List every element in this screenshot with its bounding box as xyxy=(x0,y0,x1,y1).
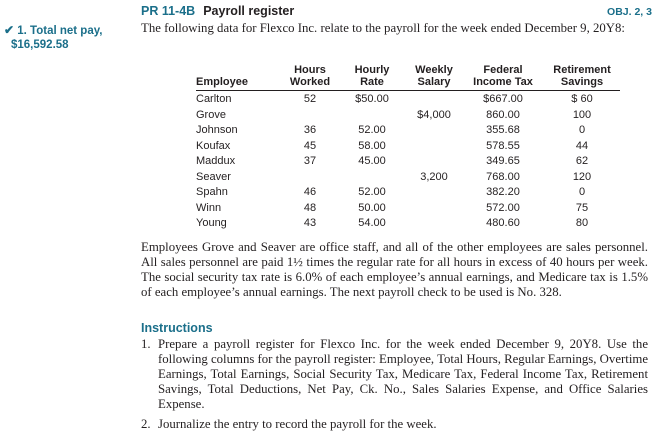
table-row xyxy=(196,91,620,108)
instruction-item xyxy=(141,417,648,432)
cell-retirement-savings: 75 xyxy=(575,201,589,214)
instruction-text: Prepare a payroll register for Flexco Inc. for the week ended December 9, 20Y8. Use the following columns for the payroll register: Employee, Total Hours, Regular Earnings, Overtime Earnings, Total Earnings, Social Security Tax, Medicare Tax, Federal Income Tax, Retirement Savings, Total Deductions, Net Pay, Ck. No., Sales Salaries Expense, and Office Salaries Expense. xyxy=(158,337,649,411)
cell-hourly-rate: 45.00 xyxy=(358,155,386,167)
cell-retirement-savings: 0 xyxy=(578,186,586,198)
cell-hourly-rate xyxy=(342,170,402,186)
col-header-rate xyxy=(342,65,402,91)
cell-federal-tax: $667.00 xyxy=(483,93,523,105)
instructions-list xyxy=(141,337,648,436)
cell-employee: Johnson xyxy=(196,124,238,136)
cell-employee: Winn xyxy=(196,201,222,214)
cell-federal-tax: 578.55 xyxy=(486,139,520,152)
cell-employee: Young xyxy=(196,217,227,229)
cell-federal-tax: 480.60 xyxy=(486,217,520,229)
table-row xyxy=(196,170,620,186)
col-header-line: Weekly xyxy=(415,64,453,76)
cell-hourly-rate xyxy=(342,108,402,124)
col-header-line: Rate xyxy=(360,75,384,88)
cell-hours-worked: 48 xyxy=(303,201,317,214)
col-header-line: Federal xyxy=(483,64,523,76)
table-row xyxy=(196,154,620,170)
answer-check-note xyxy=(4,23,134,52)
col-header-weekly-salary xyxy=(406,65,462,91)
table-header-row xyxy=(196,65,620,91)
cell-employee: Spahn xyxy=(196,186,228,198)
answer-check-line1: ✔ 1. Total net pay, xyxy=(4,23,103,37)
cell-weekly-salary: $4,000 xyxy=(417,108,451,121)
cell-employee: Seaver xyxy=(196,170,231,183)
col-header-line: Income Tax xyxy=(473,75,533,88)
cell-federal-tax: 349.65 xyxy=(486,155,520,167)
cell-retirement-savings: 120 xyxy=(572,170,592,183)
col-header-line: Savings xyxy=(560,75,604,88)
cell-hourly-rate: 52.00 xyxy=(358,124,386,136)
cell-hourly-rate: $50.00 xyxy=(355,93,389,105)
cell-weekly-salary xyxy=(406,201,462,217)
cell-hours-worked: 37 xyxy=(303,155,317,167)
cell-hours-worked xyxy=(282,170,338,186)
cell-federal-tax: 382.20 xyxy=(486,186,520,198)
instruction-number: 1. xyxy=(141,337,151,351)
table-row xyxy=(196,216,620,232)
objectives-label: OBJ. 2, 3 xyxy=(607,6,652,18)
problem-title: Payroll register xyxy=(203,4,295,18)
cell-weekly-salary xyxy=(406,123,462,139)
cell-federal-tax: 572.00 xyxy=(486,201,520,214)
cell-employee: Maddux xyxy=(196,155,236,167)
col-header-hours xyxy=(282,65,338,91)
cell-federal-tax: 768.00 xyxy=(486,170,520,183)
problem-heading xyxy=(141,4,294,18)
cell-hours-worked: 36 xyxy=(303,124,317,136)
cell-hourly-rate: 50.00 xyxy=(358,201,386,214)
cell-hourly-rate: 54.00 xyxy=(358,217,386,229)
table-row xyxy=(196,185,620,201)
cell-weekly-salary: 3,200 xyxy=(420,170,448,183)
col-header-federal-tax xyxy=(466,65,540,91)
intro-text: The following data for Flexco Inc. relate to the payroll for the week ended December 9, 20Y8: xyxy=(141,21,625,35)
cell-hourly-rate: 52.00 xyxy=(358,186,386,198)
cell-hours-worked: 46 xyxy=(303,186,317,198)
payroll-data-table xyxy=(196,65,620,232)
table-row xyxy=(196,123,620,139)
table-row xyxy=(196,201,620,217)
cell-employee: Grove xyxy=(196,108,226,121)
cell-retirement-savings: 0 xyxy=(578,124,586,136)
cell-weekly-salary xyxy=(406,216,462,232)
col-header-line: Hours xyxy=(294,64,326,76)
cell-weekly-salary xyxy=(406,91,462,108)
col-header-line: Hourly xyxy=(354,64,390,76)
cell-hours-worked: 52 xyxy=(303,93,317,105)
cell-retirement-savings: $ 60 xyxy=(571,93,593,105)
col-header-line: Retirement xyxy=(553,64,611,76)
cell-retirement-savings: 80 xyxy=(575,217,589,229)
cell-federal-tax: 355.68 xyxy=(486,124,520,136)
col-header-line: Salary xyxy=(417,75,451,88)
instruction-text: Journalize the entry to record the payroll for the week. xyxy=(158,417,437,431)
table-row xyxy=(196,108,620,124)
col-header-line: Worked xyxy=(289,75,331,88)
answer-check-line2: $16,592.58 xyxy=(11,39,69,51)
cell-weekly-salary xyxy=(406,139,462,155)
cell-weekly-salary xyxy=(406,185,462,201)
instruction-item xyxy=(141,337,648,412)
cell-retirement-savings: 100 xyxy=(572,108,592,121)
col-header-employee xyxy=(196,65,278,91)
cell-hours-worked: 45 xyxy=(303,139,317,152)
cell-employee: Koufax xyxy=(196,139,231,152)
checkmark-icon: ✔ xyxy=(4,23,15,37)
col-header-line: Employee xyxy=(196,75,248,88)
col-header-retirement xyxy=(544,65,620,91)
cell-hours-worked xyxy=(282,108,338,124)
instruction-number: 2. xyxy=(141,417,151,431)
cell-retirement-savings: 44 xyxy=(575,139,589,152)
cell-federal-tax: 860.00 xyxy=(486,108,520,121)
policy-paragraph: Employees Grove and Seaver are office staff, and all of the other employees are sales personnel. All sales personnel are paid 1½ times the regular rate for all hours in excess of 40 hours per week. The social security tax rate is 6.0% of each employee’s annual earnings, and Medicare tax is 1.5% of each employee’s annual earnings. The next payroll check to be used is No. 328. xyxy=(141,240,648,299)
table-row xyxy=(196,139,620,155)
cell-hours-worked: 43 xyxy=(303,217,317,229)
cell-retirement-savings: 62 xyxy=(575,155,589,167)
cell-weekly-salary xyxy=(406,154,462,170)
cell-hourly-rate: 58.00 xyxy=(358,139,386,152)
cell-employee: Carlton xyxy=(196,93,232,105)
instructions-heading: Instructions xyxy=(141,321,213,335)
problem-number: PR 11-4B xyxy=(141,4,196,18)
